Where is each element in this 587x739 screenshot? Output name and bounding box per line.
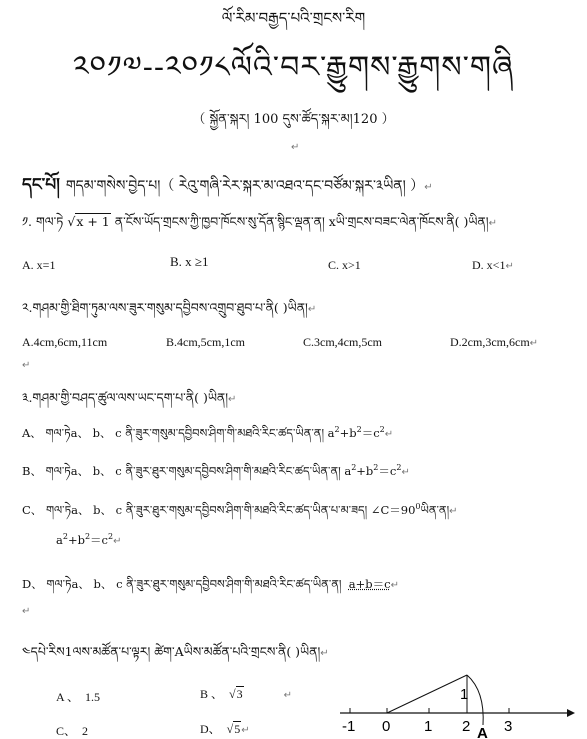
section-instructions: གདམ་གསེས་བྱེད་པ།（ རེའུ་གཞི་རེར་སྐར་མ་འཐའ་དང་བཙོམ་སྐར་༣ཡིན། ） [65,178,425,194]
school-line: ལོ་རིམ་བརྒྱད་པའི་གྲངས་རིག [221,9,366,27]
tick-label: -1 [342,718,356,735]
q3-option-a: A、 གལ་ཏེa、 b、 c ནི་ཟུར་གསུམ་དབྱིབས་ཤིག་གི་མཐའི་རིང་ཚད་ཡིན་ན། $a^2+b^2=c^2↵$ [22,425,394,440]
paragraph-mark: ↵ [22,606,31,617]
q1-option-a: A. x=1 [22,258,56,272]
paragraph-mark: ↵ [22,360,31,371]
q1-lead: ༡. གལ་ཏེ [22,214,64,229]
question-1: ༡. གལ་ཏེ √x + 1 ན་ངོས་ཡོད་གྲངས་ཀྱི་ཁྱབ་ཁོངས་སུ་དོན་སྙིང་ལྡན་ན། xཡི་གྲངས་བཟང་ལེན་ཁོངས་ནི( )ཡིན།↵ [22,214,497,229]
q1-option-c: C. x>1 [328,258,361,272]
q2-option-c: C.3cm,4cm,5cm [303,335,382,349]
tick-label: 0 [382,718,391,735]
number-line-figure [335,655,587,738]
q1-option-d: D. x<1↵ [472,258,514,272]
height-label: 1 [460,686,469,703]
sqrt-radicand: x + 1 [76,214,110,229]
q3-option-c-line2: $a^2+b^2=c^2↵$ [56,532,122,547]
axis-arrow [567,709,575,717]
paragraph-mark: ↵ [291,142,300,153]
tick-label: 1 [424,718,433,735]
q2-option-b: B.4cm,5cm,1cm [166,335,245,349]
question-4: ༤དཔེ་རིས1ལས་མཚོན་པ་ལྟར། ཚེག་Aཡིས་མཚོན་པའི་གྲངས་ནི( )ཡིན།↵ [22,644,329,659]
q1-text: ན་ངོས་ཡོད་གྲངས་ཀྱི་ཁྱབ་ཁོངས་སུ་དོན་སྙིང་ལྡན་ན། xཡི་གྲངས་བཟང་ལེན་ཁོངས་ནི( )ཡིན། [114,214,489,229]
q2-option-a: A.4cm,6cm,11cm [22,335,108,349]
exam-title: ༢༠༡༧--༢༠༡༨ལོའི་བར་རྒྱུགས་རྒྱུགས་གཞི [72,50,515,85]
q4-option-b: B 、 √3 ↵ [200,687,292,701]
question-2: ༢.གཤམ་གྱི་ཐིག་ཏུམ་ལས་ཟུར་གསུམ་དབྱིབས་འགྲུབ་ཐུབ་པ་ནི( )ཡིན།↵ [22,300,317,315]
section-number: དང་པོ། [22,175,66,195]
q2-option-d: D.2cm,3cm,6cm↵ [450,335,539,349]
q3-option-c: C、 གལ་ཏེa、 b、 c ནི་ཟུར་ཐུར་གསུམ་དབྱིབས་ཤིག་གི་མཐའི་རིང་ཚད་ཡིན་པ་མ་ཟད། $\angle C=90^0ཡིན་ན།↵$ [22,502,458,517]
tick-label: 2 [462,718,471,735]
point-a-label: A [477,725,488,738]
q3-option-d: D、 གལ་ཏེa、 b、 c ནི་ཟུར་ཐུར་གསུམ་དབྱིབས་ཤིག་གི་མཐའི་རིང་ཚད་ཡིན་ན། a+b＝c↵ [22,577,399,591]
tick-label: 3 [504,718,513,735]
section-heading: དང་པོ། གདམ་གསེས་བྱེད་པ།（ རེའུ་གཞི་རེར་སྐར་མ་འཐའ་དང་བཙོམ་སྐར་༣ཡིན། ）↵ [22,175,433,195]
q1-option-b: B. x ≥1 [170,254,209,269]
q4-option-c: C、 2 [56,724,89,738]
q4-option-a: A 、 1.5 [56,690,101,704]
q3-option-b: B、 གལ་ཏེa、 b、 c ནི་ཟུར་ཐུར་གསུམ་དབྱིབས་ཤིག་གི་མཐའི་རིང་ཚད་ཡིན་ན། $a^2+b^2=c^2↵$ [22,463,410,478]
sqrt-expression: √x + 1 [67,214,110,229]
question-3: ༣.གཤམ་གྱི་བཤད་ཚུལ་ལས་ཡང་དག་པ་ནི( )ཡིན།↵ [22,390,237,405]
q4-option-d: D、 √5↵ [200,722,250,736]
triangle-hypotenuse [387,675,467,713]
score-line: （ སྐྱོན་སྐར། 100 དུས་ཚོད་སྐར་མ།120 ） [192,112,395,127]
